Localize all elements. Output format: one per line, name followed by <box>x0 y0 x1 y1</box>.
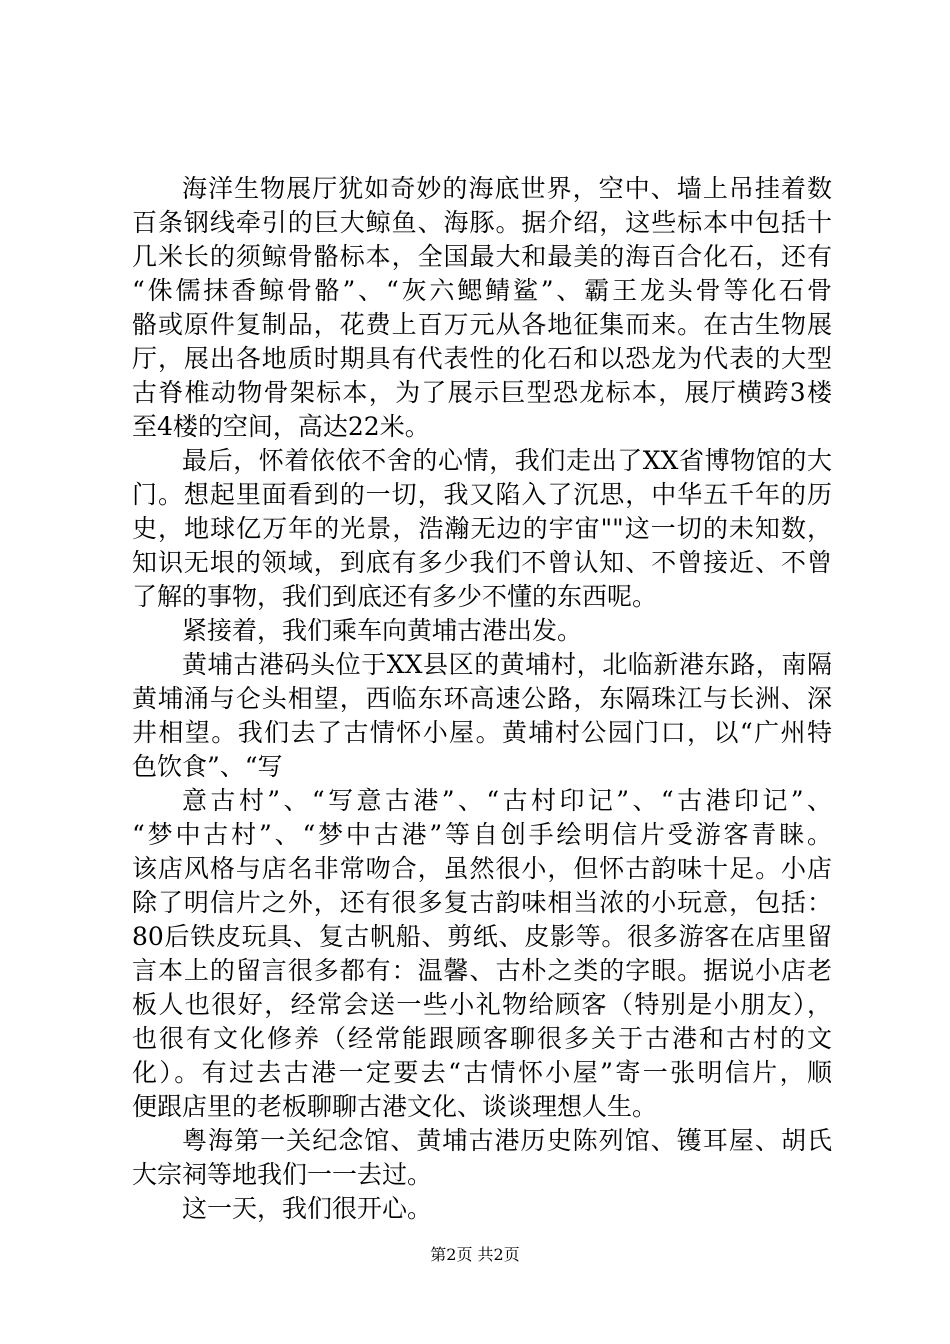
paragraph-marine-hall <box>132 172 832 444</box>
text-line: 百条钢线牵引的巨大鲸鱼、海豚。据介绍，这些标本中包括十 <box>132 208 832 237</box>
paragraph-nostalgia-shop <box>132 784 832 1124</box>
text-line: 厅，展出各地质时期具有代表性的化石和以恐龙为代表的大型 <box>132 344 832 373</box>
paragraph-historic-sites <box>132 1124 832 1192</box>
text-line: 了解的事物，我们到底还有多少不懂的东西呢。 <box>132 582 658 611</box>
text-line: 大宗祠等地我们一一去过。 <box>132 1160 433 1189</box>
paragraph-museum-exit <box>132 444 832 614</box>
text-line: 知识无垠的领域，到底有多少我们不曾认知、不曾接近、不曾 <box>132 548 832 577</box>
text-line: “侏儒抹香鲸骨骼”、“灰六鳃鲭鲨”、霸王龙头骨等化石骨 <box>132 276 832 305</box>
page-number: 第2页 共2页 <box>430 1245 520 1264</box>
text-line: 骼或原件复制品，花费上百万元从各地征集而来。在古生物展 <box>132 310 832 339</box>
text-line: 井相望。我们去了古情怀小屋。黄埔村公园门口，以“广州特 <box>132 718 832 747</box>
text-line: 门。想起里面看到的一切，我又陷入了沉思，中华五千年的历 <box>132 480 832 509</box>
text-line: 至4楼的空间，高达22米。 <box>132 412 430 441</box>
text-line: 这一天，我们很开心。 <box>182 1194 433 1223</box>
text-line: 黄埔古港码头位于XX县区的黄埔村，北临新港东路，南隔 <box>182 650 832 679</box>
text-line: 也很有文化修养（经常能跟顾客聊很多关于古港和古村的文 <box>132 1024 832 1053</box>
text-line: 海洋生物展厅犹如奇妙的海底世界，空中、墙上吊挂着数 <box>182 174 832 203</box>
text-line: 黄埔涌与仑头相望，西临东环高速公路，东隔珠江与长洲、深 <box>132 684 832 713</box>
text-line: 意古村”、“写意古港”、“古村印记”、“古港印记”、 <box>182 786 832 815</box>
text-line: 史，地球亿万年的光景，浩瀚无边的宇宙""这一切的未知数， <box>132 514 832 543</box>
paragraph-departure <box>132 614 832 648</box>
text-line: 除了明信片之外，还有很多复古韵味相当浓的小玩意，包括： <box>132 888 832 917</box>
text-line: 便跟店里的老板聊聊古港文化、谈谈理想人生。 <box>132 1092 658 1121</box>
paragraph-huangpu-port <box>132 648 832 784</box>
text-line: 粤海第一关纪念馆、黄埔古港历史陈列馆、镬耳屋、胡氏 <box>182 1126 832 1155</box>
text-line: 板人也很好，经常会送一些小礼物给顾客（特别是小朋友）， <box>132 990 832 1019</box>
text-line: 色饮食”、“写 <box>132 752 283 781</box>
text-line: 最后，怀着依依不舍的心情，我们走出了XX省博物馆的大 <box>182 446 832 475</box>
page-footer <box>0 1245 950 1265</box>
text-line: 古脊椎动物骨架标本，为了展示巨型恐龙标本，展厅横跨3楼 <box>132 378 832 407</box>
document-body <box>132 172 832 1226</box>
text-line: 80后铁皮玩具、复古帆船、剪纸、皮影等。很多游客在店里留 <box>132 922 832 951</box>
text-line: “梦中古村”、“梦中古港”等自创手绘明信片受游客青睐。 <box>132 820 832 849</box>
text-line: 言本上的留言很多都有：温馨、古朴之类的字眼。据说小店老 <box>132 956 832 985</box>
text-line: 化）。有过去古港一定要去“古情怀小屋”寄一张明信片，顺 <box>132 1058 832 1087</box>
text-line: 紧接着，我们乘车向黄埔古港出发。 <box>182 616 583 645</box>
text-line: 该店风格与店名非常吻合，虽然很小，但怀古韵味十足。小店 <box>132 854 832 883</box>
paragraph-conclusion <box>132 1192 832 1226</box>
text-line: 几米长的须鲸骨骼标本，全国最大和最美的海百合化石，还有 <box>132 242 832 271</box>
